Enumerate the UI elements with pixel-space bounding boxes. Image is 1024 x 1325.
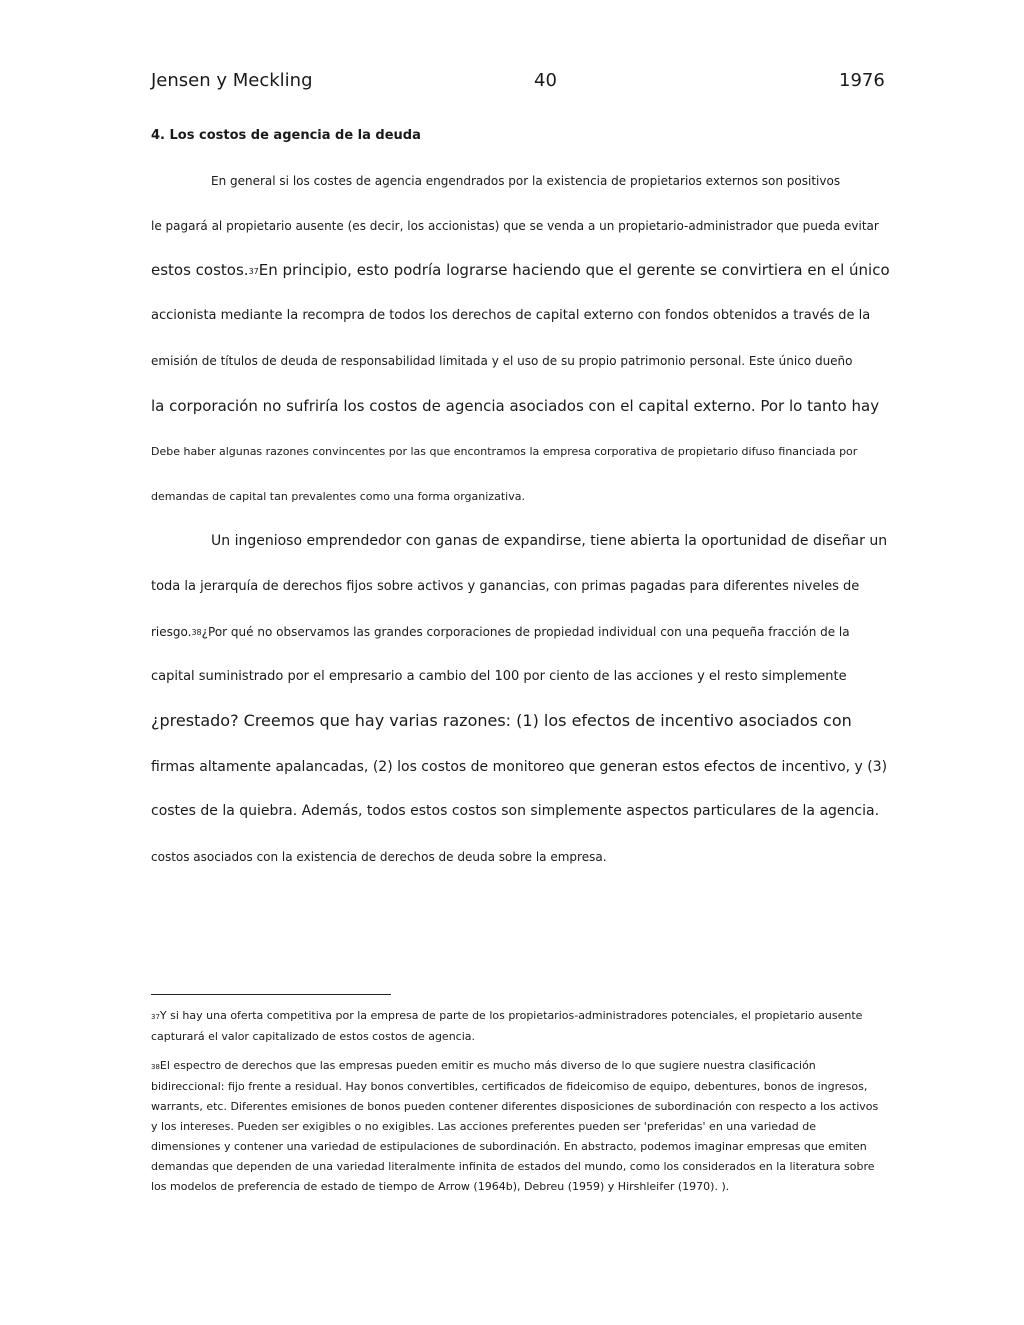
- footnote-38-text: El espectro de derechos que las empresas pueden emitir es mucho más diverso de lo que sugiere nuestra clasificación bidireccional: fijo frente a residual. Hay bonos convertibles, certificados de fideicomiso de equipo, debentures, bonos de ingresos, warrants, etc. Diferentes emisiones de bonos pueden contener diferentes disposiciones de subordinación con respecto a los activos y los intereses. Pueden ser exigibles o no exigibles. Las acciones preferentes pueden ser 'preferidas' en una variedad de dimensiones y contener una variedad de estipulaciones de subordinación. En abstracto, podemos imaginar empresas que emiten demandas que dependen de una variedad literalmente infinita de estados del mundo, como los considerados en la literatura sobre los modelos de preferencia de estado de tiempo de Arrow (1964b), Debreu (1959) y Hirshleifer (1970). ).: [151, 1059, 879, 1193]
- body-line-1: En general si los costes de agencia engendrados por la existencia de propietarios externos son positivos: [211, 174, 841, 188]
- body-line-3: [151, 261, 890, 279]
- page-number: 40: [534, 70, 557, 91]
- body-line-13: ¿prestado? Creemos que hay varias razones: (1) los efectos de incentivo asociados con: [151, 711, 852, 730]
- footnote-divider: [151, 994, 391, 995]
- body-line-7: Debe haber algunas razones convincentes por las que encontramos la empresa corporativa de propietario difuso financiada por: [151, 445, 858, 458]
- footnote-37: [151, 1006, 879, 1047]
- body-line-11-text-a: riesgo.: [151, 625, 192, 639]
- body-line-5: emisión de títulos de deuda de responsabilidad limitada y el uso de su propio patrimonio personal. Este único dueño: [151, 354, 853, 368]
- running-header-author: Jensen y Meckling: [151, 70, 313, 91]
- body-line-12: capital suministrado por el empresario a cambio del 100 por ciento de las acciones y el resto simplemente: [151, 669, 847, 684]
- body-line-10: toda la jerarquía de derechos fijos sobre activos y ganancias, con primas pagadas para diferentes niveles de: [151, 579, 860, 594]
- body-line-8: demandas de capital tan prevalentes como una forma organizativa.: [151, 490, 525, 503]
- footnote-37-marker: 37: [151, 1013, 160, 1021]
- body-line-14: firmas altamente apalancadas, (2) los costos de monitoreo que generan estos efectos de incentivo, y (3): [151, 759, 888, 775]
- footnote-ref-37[interactable]: 37: [248, 267, 259, 276]
- body-line-4: accionista mediante la recompra de todos los derechos de capital externo con fondos obtenidos a través de la: [151, 308, 871, 323]
- footnote-38-marker: 38: [151, 1063, 160, 1071]
- body-line-11-text-b: ¿Por qué no observamos las grandes corporaciones de propiedad individual con una pequeña fracción de la: [201, 625, 850, 639]
- section-title: 4. Los costos de agencia de la deuda: [151, 128, 421, 143]
- body-line-9: Un ingenioso emprendedor con ganas de expandirse, tiene abierta la oportunidad de diseñar un: [211, 533, 888, 549]
- body-line-3-text-a: estos costos.: [151, 261, 249, 279]
- footnote-37-text: Y si hay una oferta competitiva por la empresa de parte de los propietarios-administradores potenciales, el propietario ausente capturará el valor capitalizado de estos costos de agencia.: [151, 1009, 863, 1043]
- body-line-2: le pagará al propietario ausente (es decir, los accionistas) que se venda a un propietario-administrador que pueda evitar: [151, 219, 879, 233]
- footnote-ref-38[interactable]: 38: [191, 628, 202, 637]
- footnote-38: [151, 1056, 879, 1197]
- body-line-6: la corporación no sufriría los costos de agencia asociados con el capital externo. Por lo tanto hay: [151, 397, 880, 415]
- body-line-15: costes de la quiebra. Además, todos estos costos son simplemente aspectos particulares de la agencia.: [151, 803, 880, 819]
- body-line-3-text-b: En principio, esto podría lograrse haciendo que el gerente se convirtiera en el único: [258, 261, 890, 279]
- running-header-year: 1976: [839, 70, 885, 91]
- body-line-16: costos asociados con la existencia de derechos de deuda sobre la empresa.: [151, 850, 607, 864]
- body-line-11: [151, 625, 850, 639]
